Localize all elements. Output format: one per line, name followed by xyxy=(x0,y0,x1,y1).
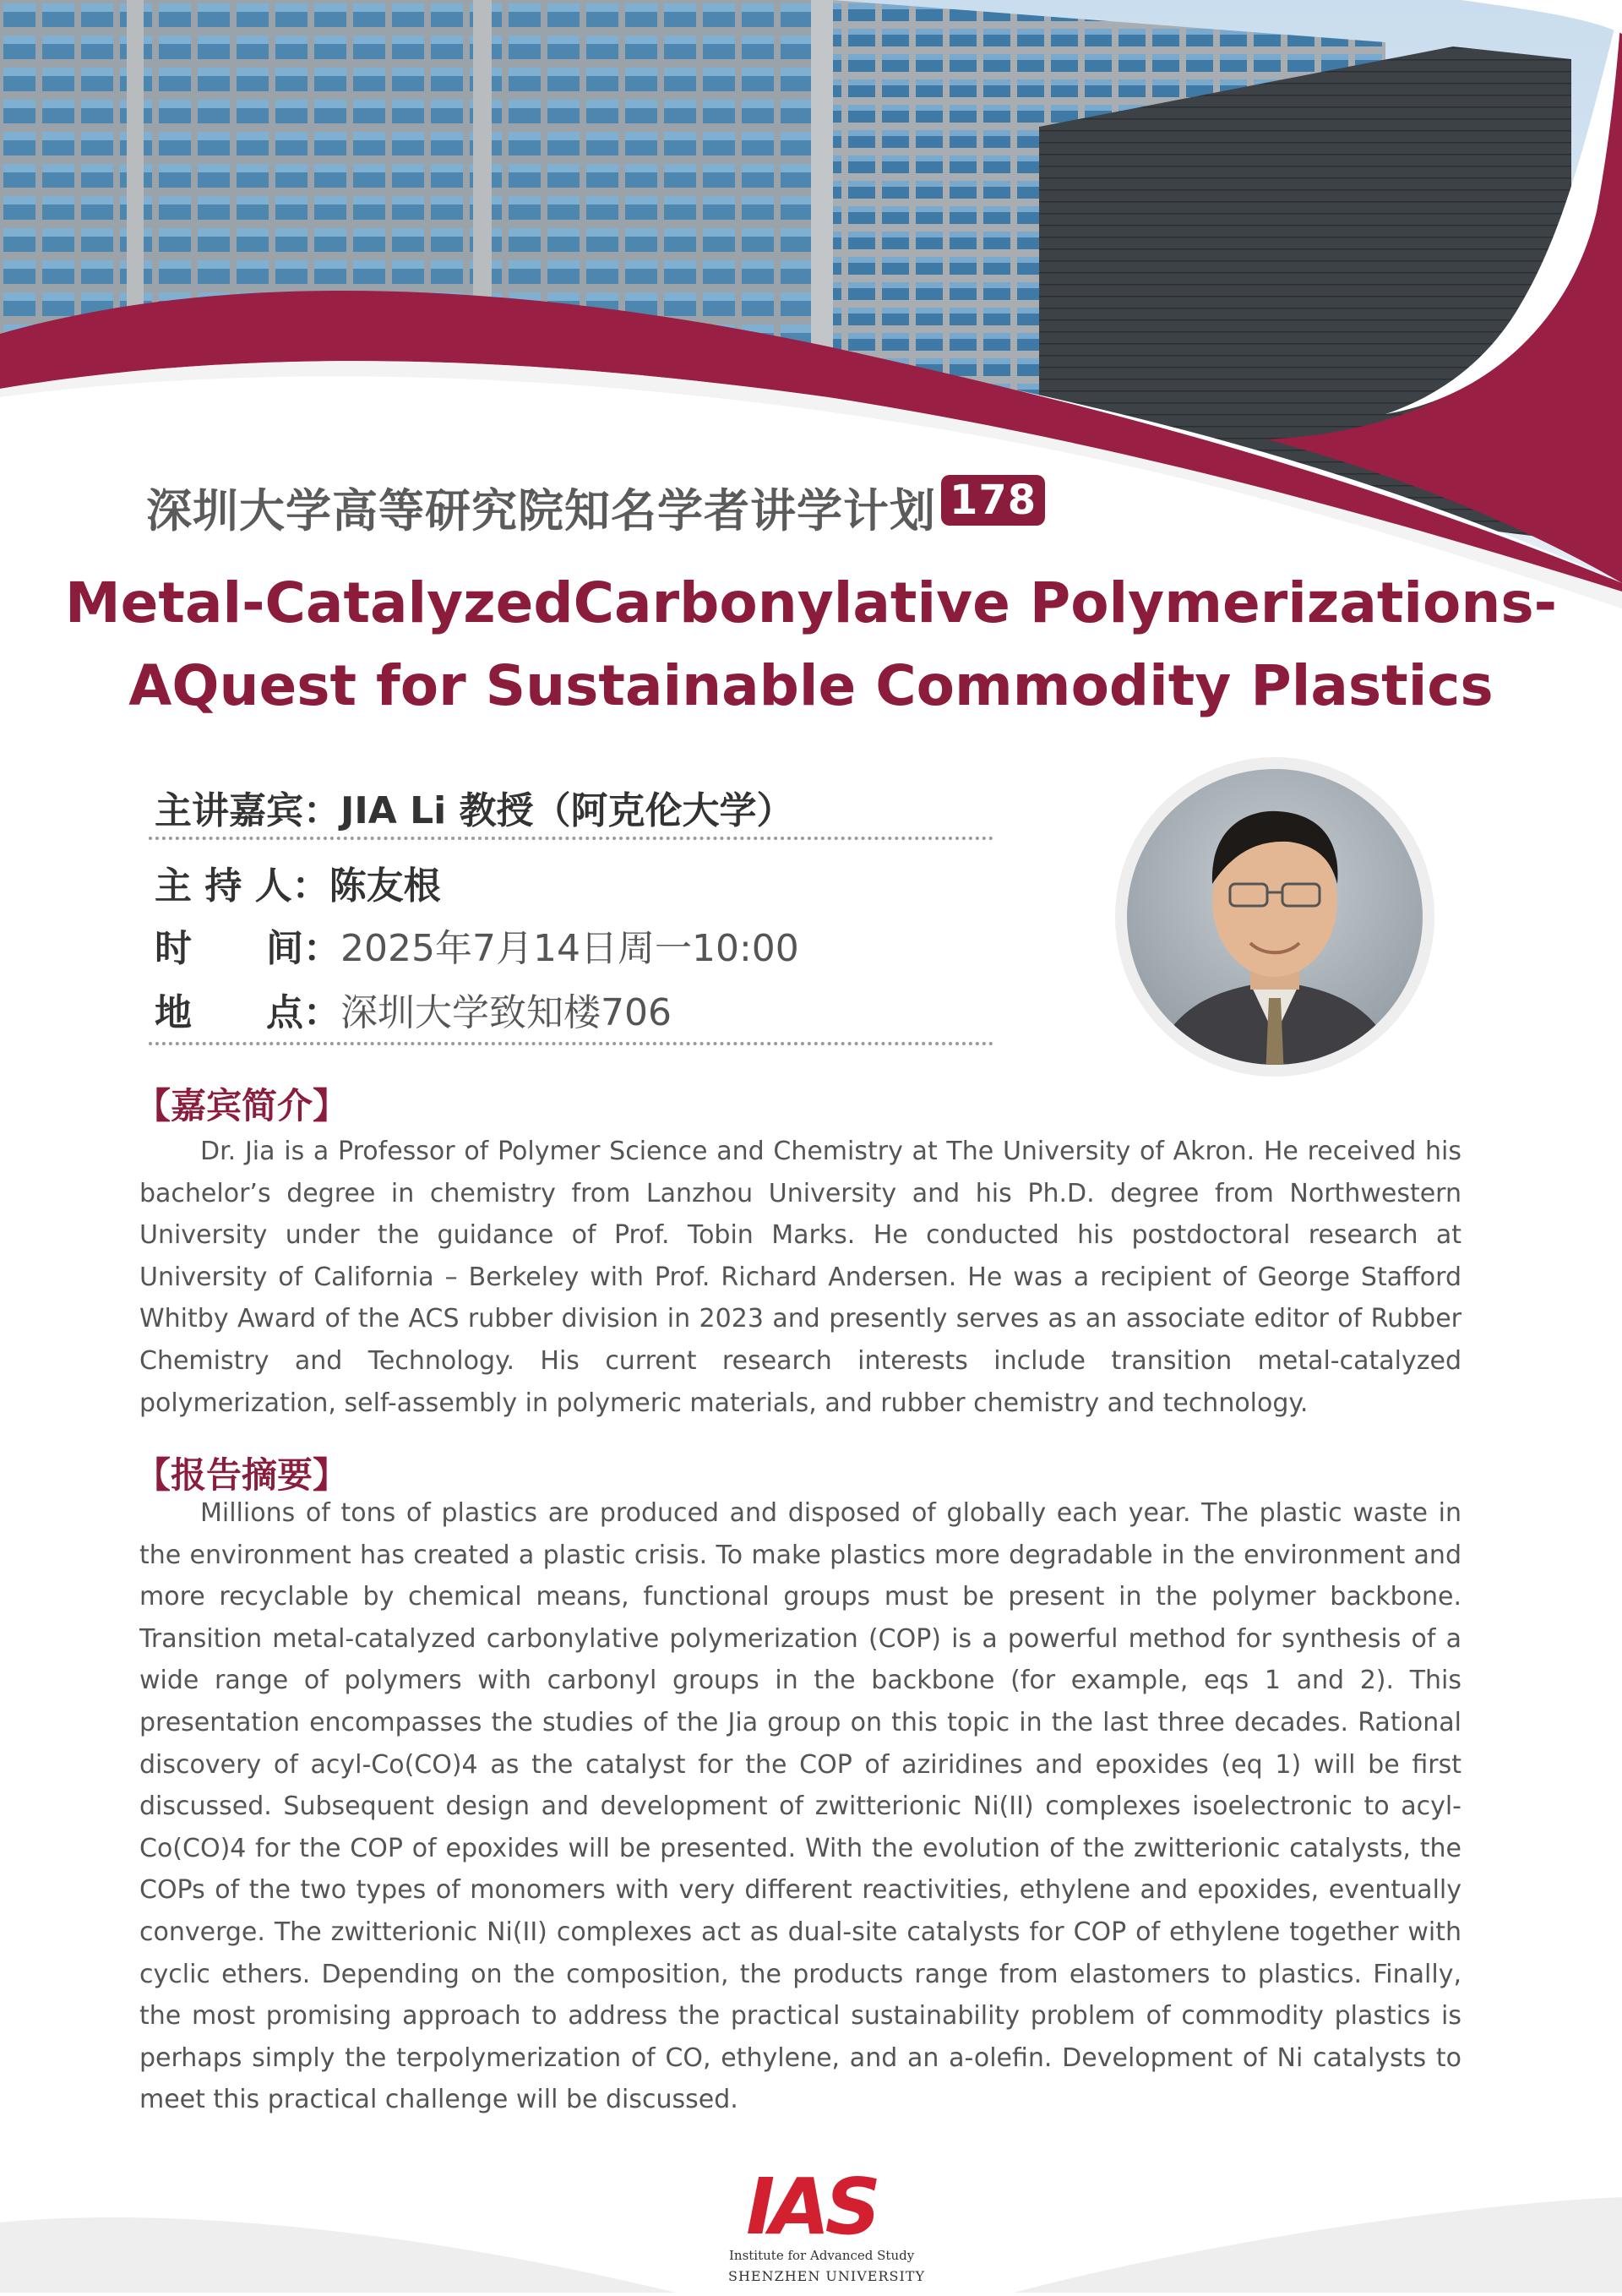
host-name: 陈友根 xyxy=(329,864,441,908)
talk-title-line1: Metal-CatalyzedCarbonylative Polymerizations- xyxy=(64,570,1558,635)
speaker-label: 主讲嘉宾： xyxy=(155,789,340,832)
place-label: 地 点： xyxy=(155,991,340,1034)
time-value: 2025年7月14日周一10:00 xyxy=(340,927,799,970)
abstract-heading: 【报告摘要】 xyxy=(135,1454,349,1496)
talk-title xyxy=(51,562,1571,728)
logo-caption-institute: Institute for Advanced Study xyxy=(729,2248,915,2263)
time-label: 时 间： xyxy=(155,927,340,970)
host-label: 主 持 人： xyxy=(155,864,329,908)
series-number-badge: 178 xyxy=(941,475,1045,526)
series-label: 深圳大学高等研究院知名学者讲学计划 xyxy=(146,484,936,537)
logo-caption-university: SHENZHEN UNIVERSITY xyxy=(728,2268,926,2284)
talk-title-line2: AQuest for Sustainable Commodity Plastics xyxy=(128,653,1494,718)
lecture-series xyxy=(146,475,1045,540)
dotted-divider xyxy=(149,1042,993,1045)
ias-logo xyxy=(727,2159,895,2286)
speaker-portrait xyxy=(1115,757,1434,1077)
place-row xyxy=(155,982,672,1036)
time-row xyxy=(155,918,799,972)
place-value: 深圳大学致知楼706 xyxy=(340,991,672,1034)
bio-text: Dr. Jia is a Professor of Polymer Science and Chemistry at The University of Akron. He received his bachelor’s degree in chemistry from Lanzhou University and his Ph.D. degree from Northwestern University under the guidance of Prof. Tobin Marks. He conducted his postdoctoral research at University of California – Berkeley with Prof. Richard Andersen. He was a recipient of George Stafford Whitby Award of the ACS rubber division in 2023 and presently serves as an associate editor of Rubber Chemistry and Technology. His current research interests include transition metal-catalyzed polymerization, self-assembly in polymeric materials, and rubber chemistry and technology. xyxy=(139,1137,1461,1418)
host-row xyxy=(155,855,441,909)
abstract-text: Millions of tons of plastics are produced and disposed of globally each year. The plastic waste in the environment has created a plastic crisis. To make plastics more degradable in the environment and more recyclable by chemical means, functional groups must be present in the polymer backbone. Transition metal-catalyzed carbonylative polymerization (COP) is a powerful method for synthesis of a wide range of polymers with carbonyl groups in the backbone (for example, eqs 1 and 2). This presentation encompasses the studies of the Jia group on this topic in the last three decades. Rational discovery of acyl-Co(CO)4 as the catalyst for the COP of aziridines and epoxides (eq 1) will be first discussed. Subsequent design and development of zwitterionic Ni(II) complexes isoelectronic to acyl-Co(CO)4 for the COP of epoxides will be presented. With the evolution of the zwitterionic catalysts, the COPs of the two types of monomers with very different reactivities, ethylene and epoxides, eventually converge. The zwitterionic Ni(II) complexes act as dual-site catalysts for COP of ethylene together with cyclic ethers. Depending on the composition, the products range from elastomers to plastics. Finally, the most promising approach to address the practical sustainability problem of commodity plastics is perhaps simply the terpolymerization of CO, ethylene, and an a-olefin. Development of Ni catalysts to meet this practical challenge will be discussed. xyxy=(139,1498,1461,2115)
bio-heading: 【嘉宾简介】 xyxy=(135,1085,349,1126)
speaker-name: JIA Li 教授（阿克伦大学） xyxy=(340,789,794,832)
ias-logo-mark: IAS xyxy=(746,2162,876,2248)
dotted-divider xyxy=(149,837,993,840)
speaker-row xyxy=(155,780,794,834)
